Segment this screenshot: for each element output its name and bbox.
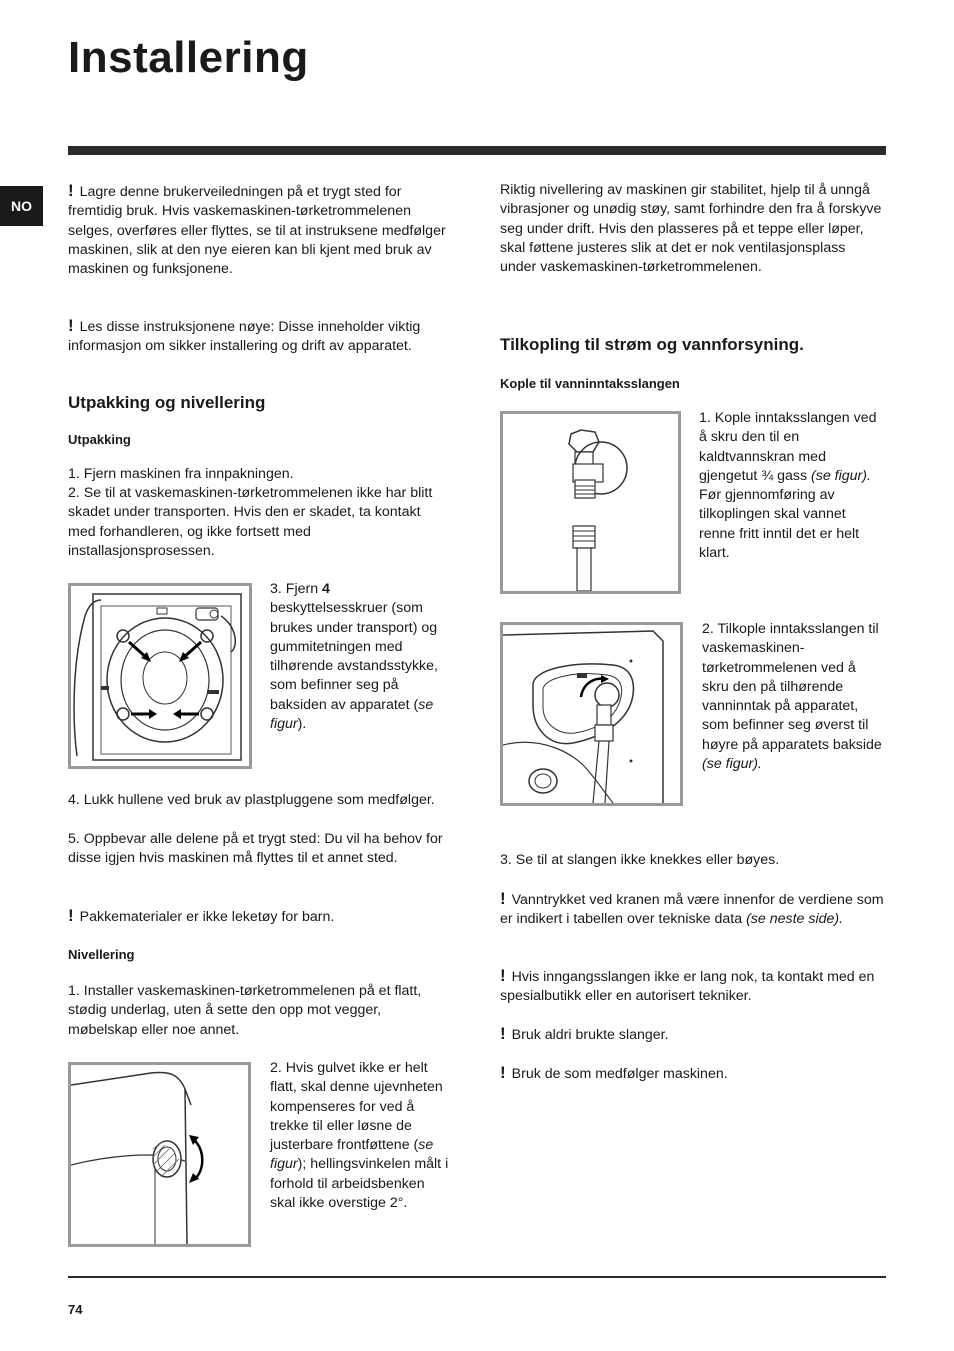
page-title: Installering — [68, 33, 309, 82]
unpack-step-2: 2. Se til at vaskemaskinen-tørketrommelenen ikke har blitt skadet under transporten. Hvis den er skadet, ta kontakt med forhandleren, og ikke fortsett med installasjonsprosessen. — [68, 485, 433, 559]
unpack-step-5: 5. Oppbevar alle delene på et trygt sted: Du vil ha behov for disse igjen hvis maskinen må flyttes til et annet sted. — [68, 831, 443, 867]
warning-icon: ! — [500, 1063, 506, 1082]
intro-warning-2: ! Les disse instruksjonene nøye: Disse inneholder viktig informasjon om sikker installering og drift av apparatet. — [68, 316, 421, 355]
warning-icon: ! — [68, 316, 74, 335]
unpack-step-1: 1. Fjern maskinen fra innpakningen. — [68, 466, 294, 482]
warning-icon: ! — [68, 181, 74, 200]
machine-back-illustration — [71, 586, 249, 766]
figure-back-screws — [68, 583, 252, 769]
warning-icon: ! — [68, 906, 74, 925]
figure-tap-hose — [500, 411, 681, 594]
heading-unpack-level: Utpakking og nivellering — [68, 393, 266, 412]
intro-warning-1: ! Lagre denne brukerveiledningen på et trygt sted for fremtidig bruk. Hvis vaskemaskinen-tørketrommelenen selges, overføres eller flyttes, se til at instruksene medfølger maskinen, slik at den nye eieren kan bli kjent med bruk av maskinen og funksjonene. — [68, 181, 446, 278]
inlet-step-1: 1. Kople inntaksslangen ved å skru den til en kaldtvannskran med gjengetut ¾ gass (se figur). Før gjennomføring av tilkoplingen skal vannet renne fritt inntil det er helt klart. — [699, 410, 877, 562]
foot-illustration — [71, 1065, 248, 1244]
inlet-step-3: 3. Se til at slangen ikke knekkes eller bøyes. — [500, 852, 780, 868]
inlet-step-2: 2. Tilkople inntaksslangen til vaskemaskinen-tørketrommelenen ved å skru den på tilhørende vanninntak på apparatet, som befinner seg øverst til høyre på apparatets bakside (se figur). — [702, 621, 882, 773]
unpack-step-3: 3. Fjern 4 beskyttelsesskruer (som brukes under transport) og gummitetningen med tilhørende avstandsstykke, som befinner seg på baksiden av apparatet (se figur). — [270, 581, 438, 733]
figure-adjustable-foot — [68, 1062, 251, 1247]
level-continued: Riktig nivellering av maskinen gir stabilitet, hjelp til å unngå vibrasjoner og unødig støy, samt forhindre den fra å forskyve seg under drift. Hvis den plasseres på et teppe eller løper, skal føttene justeres slik at det er nok ventilasjonsplass under vaskemaskinen-tørketrommelenen. — [500, 182, 882, 276]
heading-unpack: Utpakking — [68, 432, 131, 447]
heading-inlet-hose: Kople til vanninntaksslangen — [500, 376, 680, 391]
warning-supplied-hoses: ! Bruk de som medfølger maskinen. — [500, 1063, 728, 1082]
language-tab: NO — [0, 186, 43, 226]
warning-icon: ! — [500, 1024, 506, 1043]
heading-connect: Tilkopling til strøm og vannforsyning. — [500, 335, 804, 354]
header-rule — [68, 146, 886, 155]
warning-hose-length: ! Hvis inngangsslangen ikke er lang nok, ta kontakt med en spesialbutikk eller en autorisert tekniker. — [500, 966, 875, 1005]
warning-used-hoses: ! Bruk aldri brukte slanger. — [500, 1024, 669, 1043]
level-step-2: 2. Hvis gulvet ikke er helt flatt, skal denne ujevnheten kompenseres for ved å trekke til eller løsne de justerbare frontføttene (se figur); hellingsvinkelen målt i forhold til arbeidsbenken skal ikke overstige 2°. — [270, 1060, 449, 1212]
heading-level: Nivellering — [68, 947, 135, 962]
warning-pressure: ! Vanntrykket ved kranen må være innenfor de verdiene som er indikert i tabellen over tekniske data (se neste side). — [500, 889, 884, 928]
tap-illustration — [503, 414, 678, 591]
warning-icon: ! — [500, 966, 506, 985]
page-number: 74 — [68, 1302, 83, 1317]
figure-machine-inlet — [500, 622, 683, 806]
footer-rule — [68, 1276, 886, 1278]
warning-icon: ! — [500, 889, 506, 908]
unpack-step-4: 4. Lukk hullene ved bruk av plastpluggene som medfølger. — [68, 792, 435, 808]
inlet-illustration — [503, 625, 680, 803]
level-step-1: 1. Installer vaskemaskinen-tørketrommelenen på et flatt, stødig underlag, uten å sette den opp mot vegger, møbelskap eller noe annet. — [68, 983, 422, 1038]
warning-packaging: ! Pakkematerialer er ikke leketøy for barn. — [68, 906, 335, 925]
